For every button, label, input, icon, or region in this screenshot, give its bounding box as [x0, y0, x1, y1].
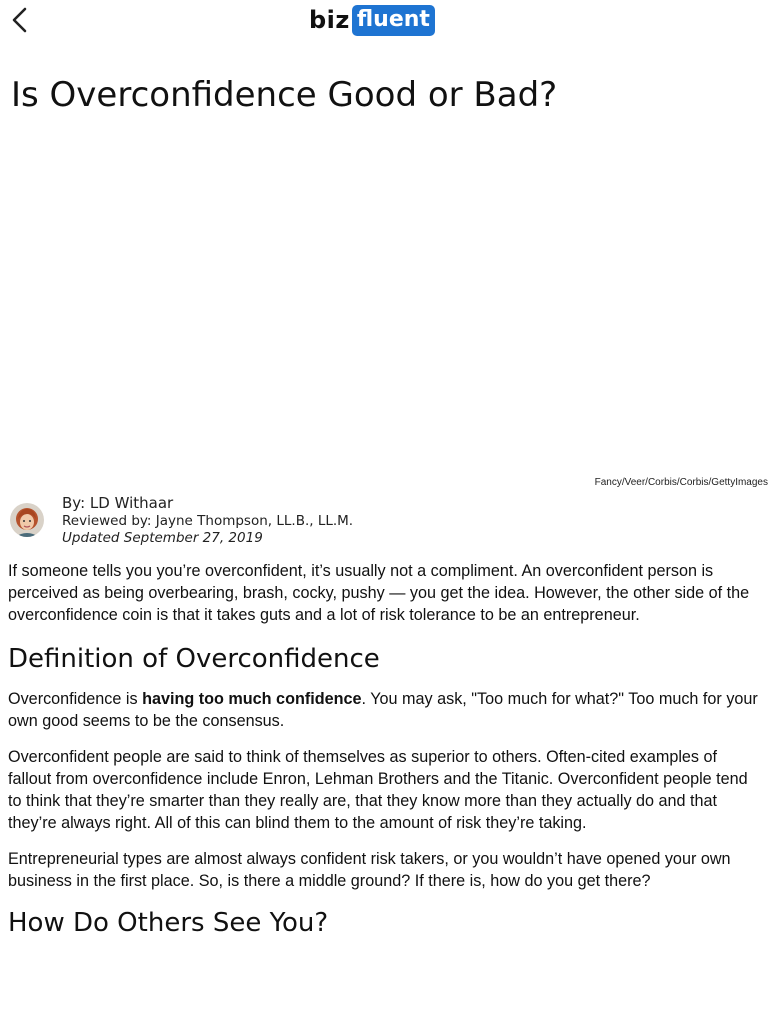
byline [62, 494, 353, 547]
author-name[interactable]: By: LD Withaar [62, 494, 174, 512]
entrepreneurial-paragraph: Entrepreneurial types are almost always confident risk takers, or you wouldn’t have opened your own business in the first place. So, is there a middle ground? If there is, how do you get there? [8, 850, 731, 890]
article-title: Is Overconfidence Good or Bad? [11, 75, 558, 115]
article-body [8, 560, 760, 952]
top-bar [0, 0, 768, 40]
definition-text-start: Overconfidence is [8, 690, 143, 708]
definition-bold: having too much confidence [142, 690, 362, 708]
overconfident-people-paragraph: Overconfident people are said to think of themselves as superior to others. Often-cited examples of fallout from overconfidence include Enron, Lehman Brothers and the Titanic. Overconfident people tend to think that they’re smarter than they really are, that they know more than they actually do and that they’re always right. All of this can blind them to the amount of risk they’re taking. [8, 748, 748, 832]
avatar-image [10, 503, 44, 537]
logo-text-fluent: fluent [352, 5, 435, 36]
logo-text-biz: biz [309, 6, 350, 34]
chevron-left-icon [8, 6, 32, 34]
section-heading-definition: Definition of Overconfidence [8, 644, 380, 674]
reviewer-name: Reviewed by: Jayne Thompson, LL.B., LL.M. [62, 513, 354, 529]
section-heading-others: How Do Others See You? [8, 908, 329, 938]
intro-paragraph: If someone tells you you’re overconfident, it’s usually not a compliment. An overconfident person is perceived as being overbearing, brash, cocky, pushy — you get the idea. However, the other side of the overconfidence coin is that it takes guts and a lot of risk tolerance to be an entrepreneur. [8, 562, 750, 624]
definition-paragraph [8, 688, 760, 732]
author-avatar[interactable] [10, 503, 44, 537]
bizfluent-logo[interactable] [309, 4, 435, 36]
definition-text-end: . You may ask, "Too much for what?" Too much for your own good seems to be the consensus. [8, 690, 758, 730]
hero-image [0, 128, 768, 473]
back-button[interactable] [8, 6, 32, 34]
updated-date: Updated September 27, 2019 [62, 530, 263, 546]
image-credit: Fancy/Veer/Corbis/Corbis/GettyImages [594, 477, 768, 488]
